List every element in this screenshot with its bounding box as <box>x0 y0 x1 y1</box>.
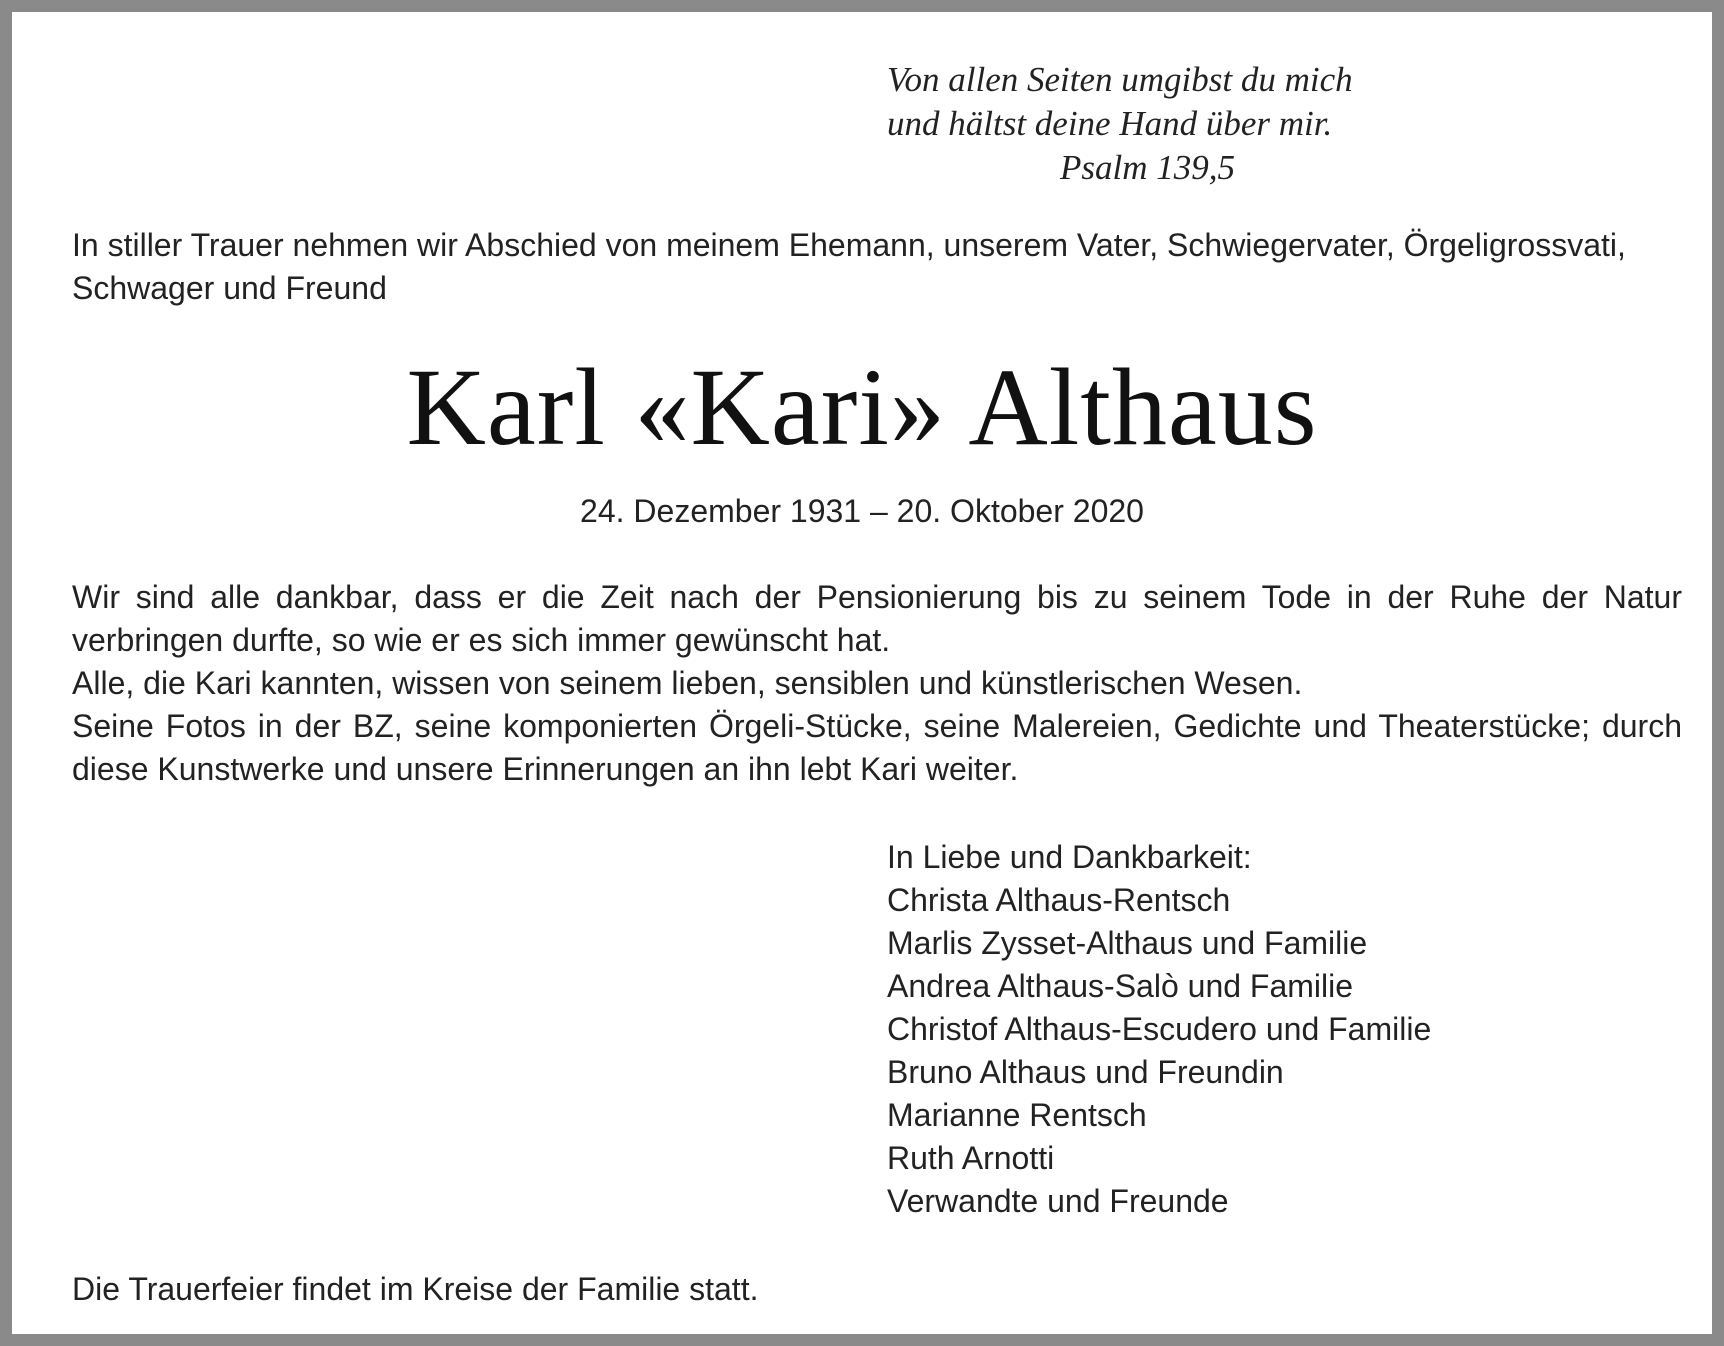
mourner-name: Marlis Zysset-Althaus und Familie <box>887 925 1368 961</box>
life-dates: 24. Dezember 1931 – 20. Oktober 2020 <box>580 493 1144 529</box>
mourner-name: Ruth Arnotti <box>887 1140 1055 1176</box>
mourner-name: Verwandte und Freunde <box>887 1183 1229 1219</box>
mourner-name: Christa Althaus-Rentsch <box>887 882 1231 918</box>
mourner-name: Marianne Rentsch <box>887 1097 1147 1133</box>
signoff-line: In Liebe und Dankbarkeit: <box>887 839 1252 875</box>
obituary-notice <box>12 12 1712 1334</box>
tribute-text <box>72 576 1682 791</box>
mourners-list <box>887 836 1667 1223</box>
psalm-quote-line-1: Von allen Seiten umgibst du mich <box>887 60 1353 99</box>
mourner-name: Andrea Althaus-Salò und Familie <box>887 968 1354 1004</box>
deceased-name: Karl «Kari» Althaus <box>406 346 1318 468</box>
intro-text: In stiller Trauer nehmen wir Abschied von meinem Ehemann, unserem Vater, Schwiegervater, Örgeligrossvati, Schwager und Freund <box>72 227 1626 306</box>
tribute-paragraph: Alle, die Kari kannten, wissen von seinem lieben, sensiblen und künstlerischen Wesen. <box>72 665 1303 701</box>
tribute-paragraph: Wir sind alle dankbar, dass er die Zeit nach der Pensionierung bis zu seinem Tode in der Ruhe der Natur verbringen durfte, so wie er es sich immer gewünscht hat. <box>72 579 1682 658</box>
mourner-name: Bruno Althaus und Freundin <box>887 1054 1284 1090</box>
mourner-name: Christof Althaus-Escudero und Familie <box>887 1011 1432 1047</box>
psalm-quote-line-2: und hältst deine Hand über mir. <box>887 104 1333 143</box>
psalm-reference: Psalm 139,5 <box>1060 148 1235 187</box>
psalm-quote <box>887 58 1367 190</box>
funeral-note: Die Trauerfeier findet im Kreise der Familie statt. <box>72 1271 759 1307</box>
tribute-paragraph: Seine Fotos in der BZ, seine komponierten Örgeli-Stücke, seine Malereien, Gedichte und Theaterstücke; durch diese Kunstwerke und unsere Erinnerungen an ihn lebt Kari weiter. <box>72 708 1682 787</box>
